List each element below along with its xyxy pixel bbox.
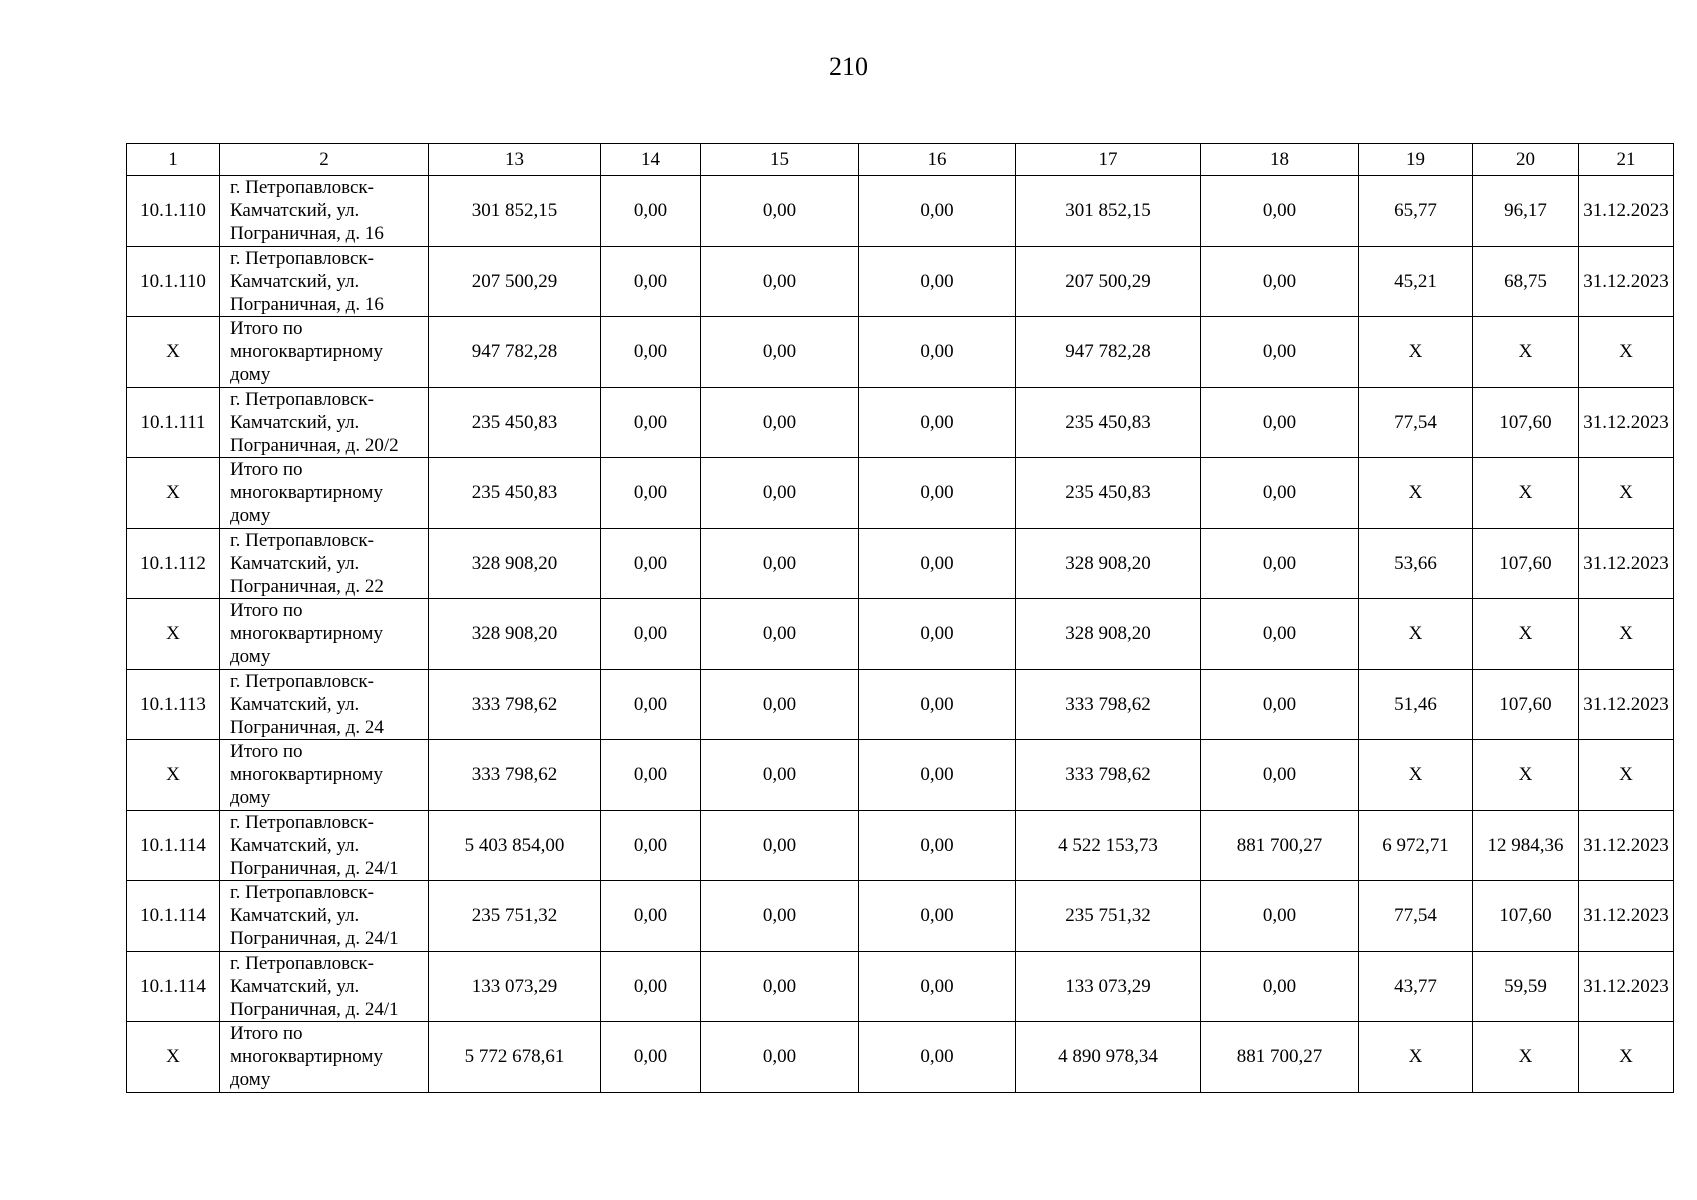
address-cell: г. Петропавловск- Камчатский, ул. Пограничная, д. 24/1 [220, 951, 429, 1022]
cost-fund-cell: 0,00 [601, 669, 701, 740]
limit-cost-cell: 107,60 [1473, 881, 1579, 952]
deadline-cell: X [1579, 458, 1674, 529]
limit-cost-cell: X [1473, 317, 1579, 388]
cost-total-cell: 207 500,29 [429, 246, 601, 317]
limit-cost-cell: 107,60 [1473, 387, 1579, 458]
cost-local-cell: 0,00 [859, 528, 1016, 599]
cost-total-cell: 328 908,20 [429, 528, 601, 599]
cost-fund-cell: 0,00 [601, 387, 701, 458]
row-number-cell: 10.1.110 [127, 176, 220, 247]
table-row [127, 528, 1674, 599]
cost-other-cell: 0,00 [1201, 528, 1359, 599]
table-row [127, 246, 1674, 317]
cost-owners-cell: 301 852,15 [1016, 176, 1201, 247]
cost-other-cell: 0,00 [1201, 669, 1359, 740]
cost-local-cell: 0,00 [859, 669, 1016, 740]
address-cell: г. Петропавловск- Камчатский, ул. Пограничная, д. 22 [220, 528, 429, 599]
deadline-cell: X [1579, 1022, 1674, 1093]
cost-local-cell: 0,00 [859, 246, 1016, 317]
row-number-cell: 10.1.113 [127, 669, 220, 740]
cost-owners-cell: 4 890 978,34 [1016, 1022, 1201, 1093]
cost-owners-cell: 333 798,62 [1016, 740, 1201, 811]
column-header: 15 [701, 144, 859, 176]
cost-total-cell: 5 403 854,00 [429, 810, 601, 881]
cost-fund-cell: 0,00 [601, 951, 701, 1022]
address-cell: г. Петропавловск- Камчатский, ул. Пограничная, д. 20/2 [220, 387, 429, 458]
deadline-cell: X [1579, 599, 1674, 670]
unit-cost-cell: 43,77 [1359, 951, 1473, 1022]
table-row [127, 881, 1674, 952]
address-cell: Итого по многоквартирному дому [220, 1022, 429, 1093]
deadline-cell: X [1579, 740, 1674, 811]
cost-region-cell: 0,00 [701, 881, 859, 952]
address-cell: г. Петропавловск- Камчатский, ул. Пограничная, д. 24/1 [220, 810, 429, 881]
cost-owners-cell: 235 450,83 [1016, 458, 1201, 529]
deadline-cell: 31.12.2023 [1579, 246, 1674, 317]
cost-owners-cell: 235 751,32 [1016, 881, 1201, 952]
cost-total-cell: 947 782,28 [429, 317, 601, 388]
row-number-cell: X [127, 740, 220, 811]
table-row [127, 387, 1674, 458]
cost-local-cell: 0,00 [859, 810, 1016, 881]
cost-region-cell: 0,00 [701, 246, 859, 317]
row-number-cell: X [127, 317, 220, 388]
limit-cost-cell: 96,17 [1473, 176, 1579, 247]
unit-cost-cell: X [1359, 317, 1473, 388]
deadline-cell: 31.12.2023 [1579, 810, 1674, 881]
cost-owners-cell: 4 522 153,73 [1016, 810, 1201, 881]
column-header: 19 [1359, 144, 1473, 176]
row-number-cell: 10.1.114 [127, 951, 220, 1022]
limit-cost-cell: 68,75 [1473, 246, 1579, 317]
table-body [127, 176, 1674, 1093]
row-number-cell: X [127, 1022, 220, 1093]
cost-region-cell: 0,00 [701, 669, 859, 740]
cost-total-cell: 235 450,83 [429, 387, 601, 458]
cost-region-cell: 0,00 [701, 387, 859, 458]
cost-other-cell: 0,00 [1201, 387, 1359, 458]
column-header: 16 [859, 144, 1016, 176]
address-cell: г. Петропавловск- Камчатский, ул. Пограничная, д. 16 [220, 246, 429, 317]
unit-cost-cell: 6 972,71 [1359, 810, 1473, 881]
table-row [127, 951, 1674, 1022]
row-number-cell: 10.1.114 [127, 810, 220, 881]
limit-cost-cell: X [1473, 599, 1579, 670]
deadline-cell: 31.12.2023 [1579, 528, 1674, 599]
cost-owners-cell: 207 500,29 [1016, 246, 1201, 317]
cost-total-cell: 133 073,29 [429, 951, 601, 1022]
cost-owners-cell: 133 073,29 [1016, 951, 1201, 1022]
deadline-cell: 31.12.2023 [1579, 951, 1674, 1022]
cost-local-cell: 0,00 [859, 599, 1016, 670]
address-cell: г. Петропавловск- Камчатский, ул. Пограничная, д. 24/1 [220, 881, 429, 952]
cost-total-cell: 5 772 678,61 [429, 1022, 601, 1093]
row-number-cell: X [127, 458, 220, 529]
unit-cost-cell: 65,77 [1359, 176, 1473, 247]
table-row [127, 176, 1674, 247]
cost-total-cell: 235 450,83 [429, 458, 601, 529]
cost-owners-cell: 947 782,28 [1016, 317, 1201, 388]
cost-other-cell: 0,00 [1201, 176, 1359, 247]
cost-total-cell: 333 798,62 [429, 669, 601, 740]
unit-cost-cell: 77,54 [1359, 881, 1473, 952]
cost-local-cell: 0,00 [859, 387, 1016, 458]
cost-fund-cell: 0,00 [601, 1022, 701, 1093]
cost-other-cell: 0,00 [1201, 881, 1359, 952]
address-cell: Итого по многоквартирному дому [220, 740, 429, 811]
column-header: 17 [1016, 144, 1201, 176]
cost-fund-cell: 0,00 [601, 317, 701, 388]
cost-local-cell: 0,00 [859, 740, 1016, 811]
cost-local-cell: 0,00 [859, 951, 1016, 1022]
cost-fund-cell: 0,00 [601, 810, 701, 881]
unit-cost-cell: X [1359, 1022, 1473, 1093]
cost-other-cell: 0,00 [1201, 246, 1359, 317]
cost-region-cell: 0,00 [701, 1022, 859, 1093]
cost-fund-cell: 0,00 [601, 176, 701, 247]
deadline-cell: X [1579, 317, 1674, 388]
cost-total-cell: 328 908,20 [429, 599, 601, 670]
column-header: 1 [127, 144, 220, 176]
cost-local-cell: 0,00 [859, 458, 1016, 529]
cost-other-cell: 0,00 [1201, 317, 1359, 388]
cost-local-cell: 0,00 [859, 1022, 1016, 1093]
row-number-cell: 10.1.111 [127, 387, 220, 458]
cost-local-cell: 0,00 [859, 176, 1016, 247]
data-table [126, 143, 1674, 1093]
page-number: 210 [829, 52, 868, 81]
cost-fund-cell: 0,00 [601, 599, 701, 670]
cost-local-cell: 0,00 [859, 317, 1016, 388]
unit-cost-cell: 77,54 [1359, 387, 1473, 458]
table-row [127, 669, 1674, 740]
cost-region-cell: 0,00 [701, 951, 859, 1022]
column-header: 13 [429, 144, 601, 176]
column-header: 21 [1579, 144, 1674, 176]
unit-cost-cell: 45,21 [1359, 246, 1473, 317]
deadline-cell: 31.12.2023 [1579, 387, 1674, 458]
limit-cost-cell: 107,60 [1473, 528, 1579, 599]
address-cell: Итого по многоквартирному дому [220, 458, 429, 529]
cost-total-cell: 235 751,32 [429, 881, 601, 952]
column-header: 14 [601, 144, 701, 176]
cost-other-cell: 881 700,27 [1201, 810, 1359, 881]
cost-local-cell: 0,00 [859, 881, 1016, 952]
deadline-cell: 31.12.2023 [1579, 176, 1674, 247]
deadline-cell: 31.12.2023 [1579, 881, 1674, 952]
table-row [127, 599, 1674, 670]
cost-other-cell: 881 700,27 [1201, 1022, 1359, 1093]
limit-cost-cell: X [1473, 1022, 1579, 1093]
cost-region-cell: 0,00 [701, 176, 859, 247]
limit-cost-cell: X [1473, 740, 1579, 811]
cost-total-cell: 333 798,62 [429, 740, 601, 811]
cost-fund-cell: 0,00 [601, 740, 701, 811]
address-cell: г. Петропавловск- Камчатский, ул. Пограничная, д. 16 [220, 176, 429, 247]
cost-total-cell: 301 852,15 [429, 176, 601, 247]
header-row [127, 144, 1674, 176]
unit-cost-cell: 51,46 [1359, 669, 1473, 740]
address-cell: г. Петропавловск- Камчатский, ул. Пограничная, д. 24 [220, 669, 429, 740]
table-row [127, 810, 1674, 881]
address-cell: Итого по многоквартирному дому [220, 599, 429, 670]
limit-cost-cell: 12 984,36 [1473, 810, 1579, 881]
unit-cost-cell: 53,66 [1359, 528, 1473, 599]
cost-owners-cell: 235 450,83 [1016, 387, 1201, 458]
row-number-cell: 10.1.110 [127, 246, 220, 317]
cost-fund-cell: 0,00 [601, 246, 701, 317]
column-header: 2 [220, 144, 429, 176]
limit-cost-cell: 59,59 [1473, 951, 1579, 1022]
cost-owners-cell: 328 908,20 [1016, 599, 1201, 670]
cost-fund-cell: 0,00 [601, 458, 701, 529]
cost-region-cell: 0,00 [701, 740, 859, 811]
cost-other-cell: 0,00 [1201, 599, 1359, 670]
cost-region-cell: 0,00 [701, 810, 859, 881]
address-cell: Итого по многоквартирному дому [220, 317, 429, 388]
column-header: 20 [1473, 144, 1579, 176]
table-row [127, 458, 1674, 529]
limit-cost-cell: 107,60 [1473, 669, 1579, 740]
table-row [127, 1022, 1674, 1093]
cost-other-cell: 0,00 [1201, 951, 1359, 1022]
row-number-cell: 10.1.112 [127, 528, 220, 599]
unit-cost-cell: X [1359, 458, 1473, 529]
unit-cost-cell: X [1359, 599, 1473, 670]
cost-fund-cell: 0,00 [601, 881, 701, 952]
table-row [127, 740, 1674, 811]
table-row [127, 317, 1674, 388]
cost-region-cell: 0,00 [701, 528, 859, 599]
deadline-cell: 31.12.2023 [1579, 669, 1674, 740]
cost-owners-cell: 328 908,20 [1016, 528, 1201, 599]
cost-region-cell: 0,00 [701, 599, 859, 670]
row-number-cell: X [127, 599, 220, 670]
cost-owners-cell: 333 798,62 [1016, 669, 1201, 740]
unit-cost-cell: X [1359, 740, 1473, 811]
limit-cost-cell: X [1473, 458, 1579, 529]
cost-other-cell: 0,00 [1201, 458, 1359, 529]
cost-region-cell: 0,00 [701, 458, 859, 529]
column-header: 18 [1201, 144, 1359, 176]
row-number-cell: 10.1.114 [127, 881, 220, 952]
cost-other-cell: 0,00 [1201, 740, 1359, 811]
cost-fund-cell: 0,00 [601, 528, 701, 599]
cost-region-cell: 0,00 [701, 317, 859, 388]
